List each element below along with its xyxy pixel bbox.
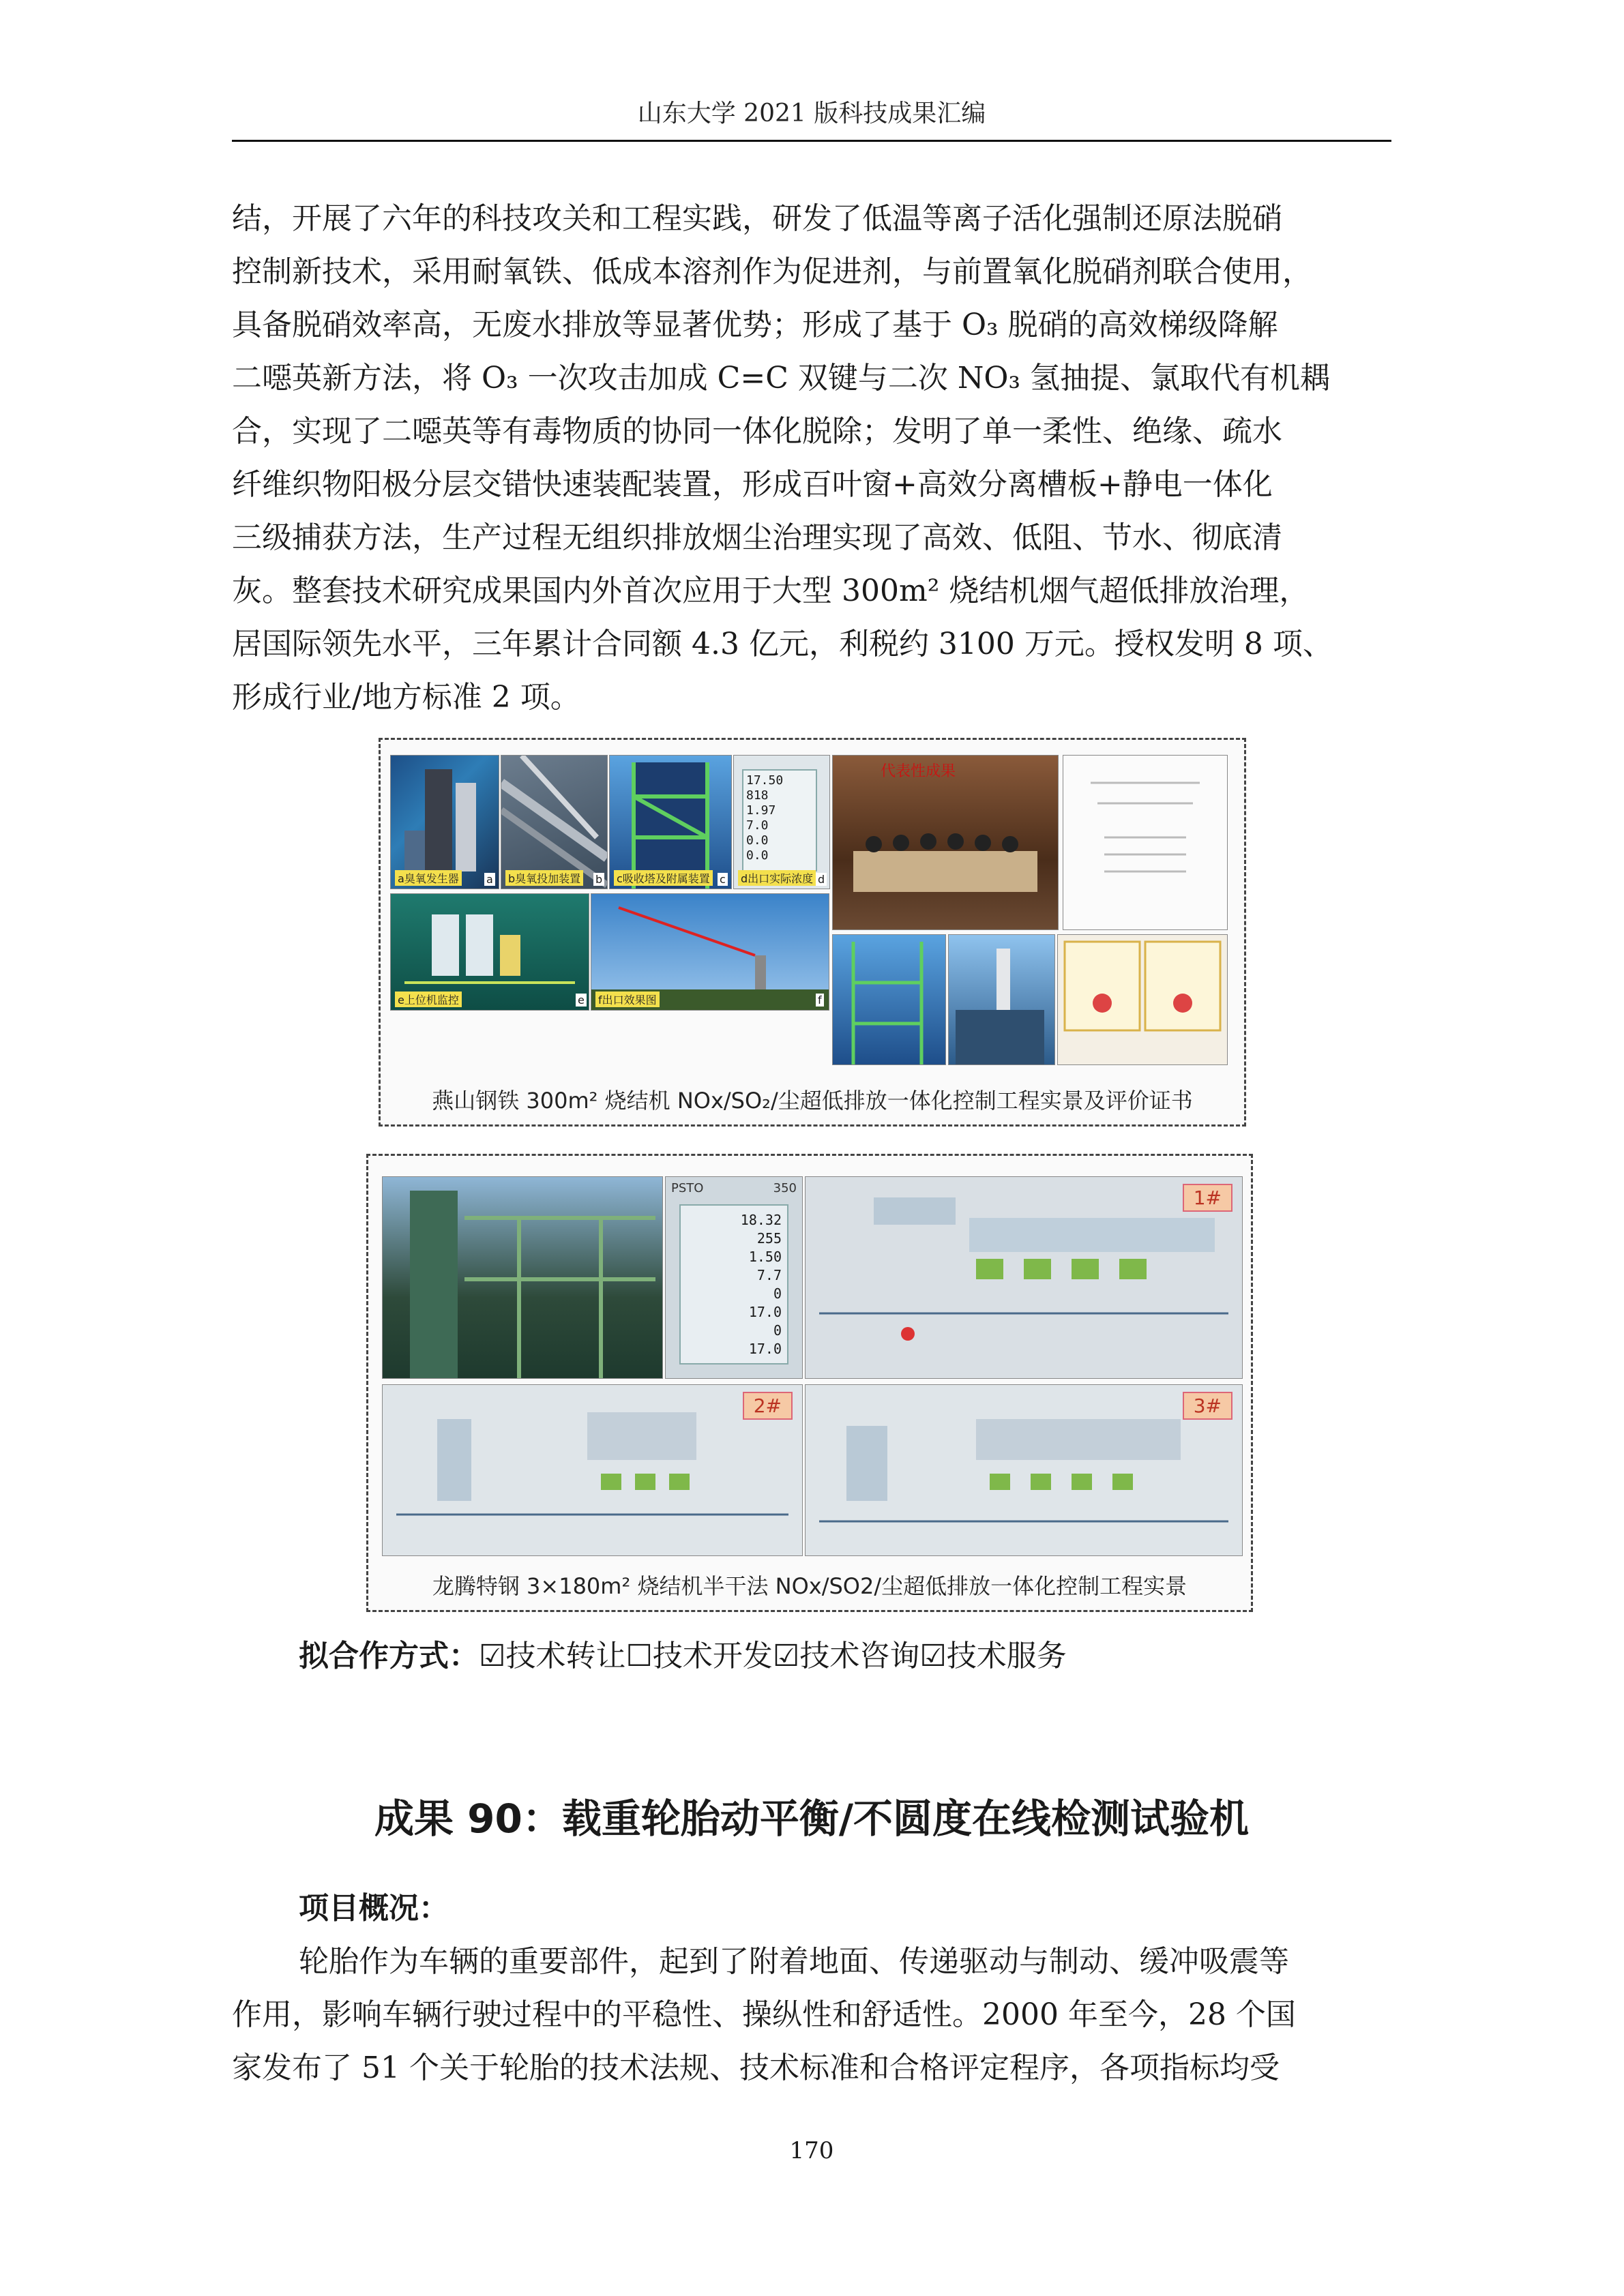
photo-absorber-tower — [609, 755, 732, 889]
reading: 17.0 — [748, 1304, 782, 1320]
section-subhead: 项目概况： — [299, 1891, 449, 1926]
reading: 255 — [756, 1230, 782, 1247]
body-line: 三级捕获方法，生产过程无组织排放烟尘治理实现了高效、低阻、节水、彻底清 — [232, 520, 1282, 555]
page-number: 170 — [789, 2137, 834, 2164]
body-line: 轮胎作为车辆的重要部件，起到了附着地面、传递驱动与制动、缓冲吸震等 — [299, 1944, 1289, 1979]
reading: 18.32 — [740, 1212, 782, 1228]
hmi-graphic — [383, 1385, 802, 1555]
cooperation-label: 拟合作方式： — [299, 1639, 479, 1673]
tower-graphic — [833, 935, 945, 1064]
structure-graphic — [383, 1177, 662, 1378]
photo-ozone-dosing — [501, 755, 608, 889]
device-label: 350 — [773, 1181, 797, 1195]
checkbox-checked-icon[interactable]: ☑ — [479, 1639, 506, 1673]
photo-outlet-effect — [591, 893, 829, 1011]
body-line: 形成行业/地方标准 2 项。 — [232, 680, 580, 715]
body-line: 纤维织物阳极分层交错快速装配装置，形成百叶窗+高效分离槽板+静电一体化 — [232, 467, 1273, 502]
photo-label: e上位机监控 — [395, 992, 462, 1007]
figure-caption: 龙腾特钢 3×180m² 烧结机半干法 NOx/SO2/尘超低排放一体化控制工程实景 — [432, 1573, 1187, 1599]
page-header: 山东大学 2021 版科技成果汇编 — [637, 100, 986, 128]
pipes-graphic — [501, 756, 607, 889]
photo-hmi-unit-2 — [382, 1384, 803, 1556]
option-label: 技术服务 — [946, 1639, 1067, 1673]
photo-letter: a — [484, 873, 495, 886]
body-line: 合，实现了二噁英等有毒物质的协同一体化脱除；发明了单一柔性、绝缘、疏水 — [232, 414, 1282, 449]
option-label: 技术转让 — [505, 1639, 626, 1673]
option-label: 技术咨询 — [799, 1639, 920, 1673]
photo-host-monitoring — [390, 893, 589, 1011]
photo-ozone-generator — [390, 755, 499, 889]
option-label: 技术开发 — [652, 1639, 773, 1673]
photo-tower-exterior — [832, 934, 946, 1065]
screen-value: 0.0 — [746, 833, 769, 848]
photo-label: b臭氧投加装置 — [505, 870, 583, 886]
reading: 0 — [773, 1285, 782, 1302]
photo-hmi-unit-3 — [805, 1384, 1243, 1556]
unit-tag: 2# — [743, 1392, 793, 1420]
photo-evaluation-meeting — [832, 755, 1059, 930]
photo-label: c吸收塔及附属装置 — [614, 870, 713, 886]
screen-value: 0.0 — [746, 848, 769, 863]
body-line: 作用，影响车辆行驶过程中的平稳性、操纵性和舒适性。2000 年至今，28 个国 — [232, 1997, 1296, 2032]
photo-letter: c — [718, 873, 728, 886]
body-line: 具备脱硝效率高，无废水排放等显著优势；形成了基于 O₃ 脱硝的高效梯级降解 — [232, 308, 1278, 342]
reading: 0 — [773, 1322, 782, 1339]
section-title: 成果 90：载重轮胎动平衡/不圆度在线检测试验机 — [374, 1795, 1250, 1842]
photo-label: a臭氧发生器 — [395, 870, 462, 886]
device-label: PSTO — [671, 1181, 704, 1195]
cooperation-line — [299, 1631, 1067, 1675]
photo-label: f出口效果图 — [595, 992, 660, 1007]
body-line: 二噁英新方法，将 O₃ 一次攻击加成 C=C 双键与二次 NO₃ 氢抽提、氯取代有机耦 — [232, 361, 1331, 396]
certificate-graphic — [1058, 935, 1227, 1064]
figure-caption: 燕山钢铁 300m² 烧结机 NOx/SO₂/尘超低排放一体化控制工程实景及评价证书 — [432, 1088, 1193, 1114]
banner-title: 代表性成果 — [881, 763, 956, 780]
body-line: 居国际领先水平，三年累计合同额 4.3 亿元，利税约 3100 万元。授权发明 8 项、 — [232, 627, 1333, 661]
section-paragraph — [232, 1935, 1391, 2095]
meeting-graphic — [833, 756, 1058, 929]
chimney-graphic — [949, 935, 1054, 1064]
equipment-graphic — [391, 756, 499, 889]
body-line: 家发布了 51 个关于轮胎的技术法规、技术标准和合格评定程序，各项指标均受 — [232, 2051, 1280, 2085]
photo-certificates — [1057, 934, 1228, 1065]
body-paragraph — [232, 192, 1391, 724]
figure-yanshan-steel — [379, 738, 1246, 1127]
reading: 1.50 — [748, 1249, 782, 1265]
unit-tag: 1# — [1183, 1184, 1232, 1212]
photo-letter: b — [593, 873, 604, 886]
photo-plant-structure — [382, 1176, 663, 1379]
document-graphic — [1063, 756, 1227, 929]
photo-analyzer-display — [665, 1176, 803, 1379]
screen-value: 1.97 — [746, 803, 776, 818]
hmi-graphic — [806, 1177, 1242, 1378]
photo-outlet-concentration — [733, 755, 830, 889]
reading: 7.7 — [756, 1267, 782, 1283]
photo-letter: f — [816, 994, 824, 1007]
analyzer-screen — [742, 769, 817, 871]
screen-value: 818 — [746, 788, 769, 803]
photo-plant-chimney — [948, 934, 1055, 1065]
header-rule — [232, 140, 1391, 142]
checkbox-unchecked-icon[interactable]: ☐ — [625, 1639, 653, 1673]
analyzer-screen — [679, 1204, 788, 1365]
body-line: 控制新技术，采用耐氧铁、低成本溶剂作为促进剂，与前置氧化脱硝剂联合使用， — [232, 254, 1312, 289]
body-line: 灰。整套技术研究成果国内外首次应用于大型 300m² 烧结机烟气超低排放治理， — [232, 573, 1310, 608]
figure-longteng-steel — [366, 1154, 1253, 1612]
tower-graphic — [610, 756, 731, 889]
unit-tag: 3# — [1183, 1392, 1232, 1420]
checkbox-checked-icon[interactable]: ☑ — [919, 1639, 947, 1673]
reading: 17.0 — [748, 1341, 782, 1357]
checkbox-checked-icon[interactable]: ☑ — [772, 1639, 800, 1673]
body-line: 结，开展了六年的科技攻关和工程实践，研发了低温等离子活化强制还原法脱硝 — [232, 201, 1282, 236]
photo-hmi-unit-1 — [805, 1176, 1243, 1379]
hmi-graphic — [806, 1385, 1242, 1555]
photo-evaluation-document — [1063, 755, 1228, 930]
screen-value: 17.50 — [746, 773, 784, 788]
photo-letter: e — [576, 994, 587, 1007]
photo-letter: d — [816, 873, 827, 886]
photo-label: d出口实际浓度 — [738, 870, 816, 886]
screen-value: 7.0 — [746, 818, 769, 833]
